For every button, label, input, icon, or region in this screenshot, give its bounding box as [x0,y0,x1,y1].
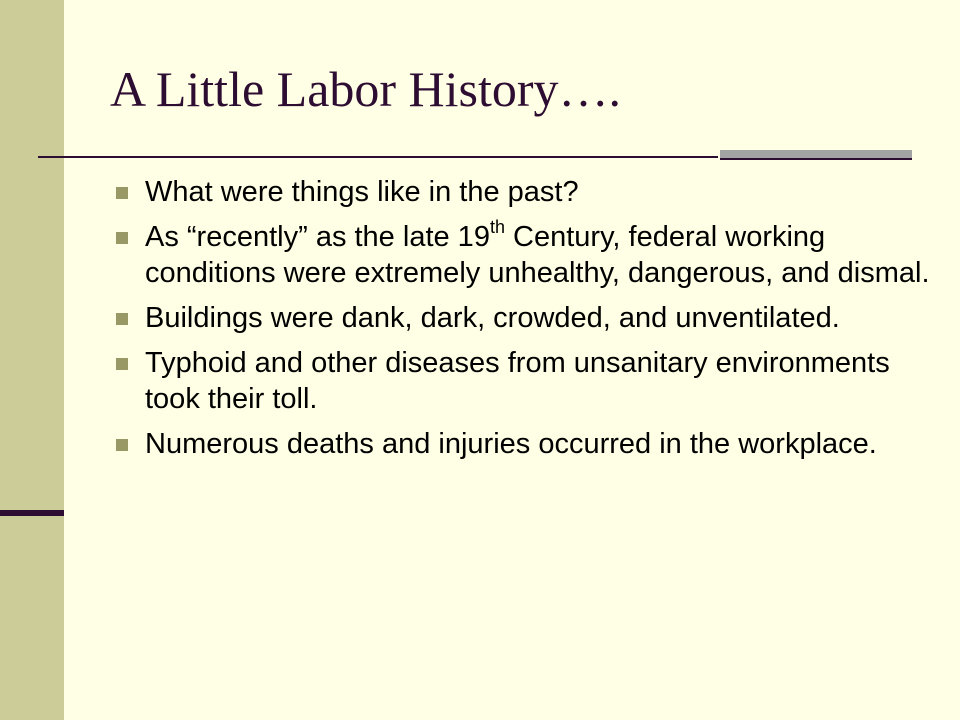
square-bullet-icon [116,358,128,370]
square-bullet-icon [116,232,128,244]
bullet-list [110,174,930,471]
bullet-superscript: th [489,217,505,238]
square-bullet-icon [116,187,128,199]
bullet-item [110,174,930,210]
bullet-item [110,426,930,462]
bullet-item [110,345,930,417]
bullet-text: What were things like in the past? [145,176,579,208]
title-underline-accent [720,150,912,158]
bullet-item [110,219,930,291]
bullet-text: Typhoid and other diseases from unsanitary environments took their toll. [145,347,890,415]
bullet-text: Buildings were dank, dark, crowded, and unventilated. [145,302,840,334]
square-bullet-icon [116,313,128,325]
bullet-text-after: Century, federal working conditions were extremely unhealthy, dangerous, and dismal. [145,221,930,289]
bullet-item [110,300,930,336]
bullet-text-before: As “recently” as the late 19 [145,221,490,253]
left-band-accent-bar [0,510,64,516]
bullet-text: Numerous deaths and injuries occurred in the workplace. [145,428,877,460]
title-underline-accent-line [720,158,912,160]
slide-title: A Little Labor History…. [110,61,622,117]
square-bullet-icon [116,439,128,451]
title-underline [38,156,718,158]
left-decorative-band [0,0,64,720]
